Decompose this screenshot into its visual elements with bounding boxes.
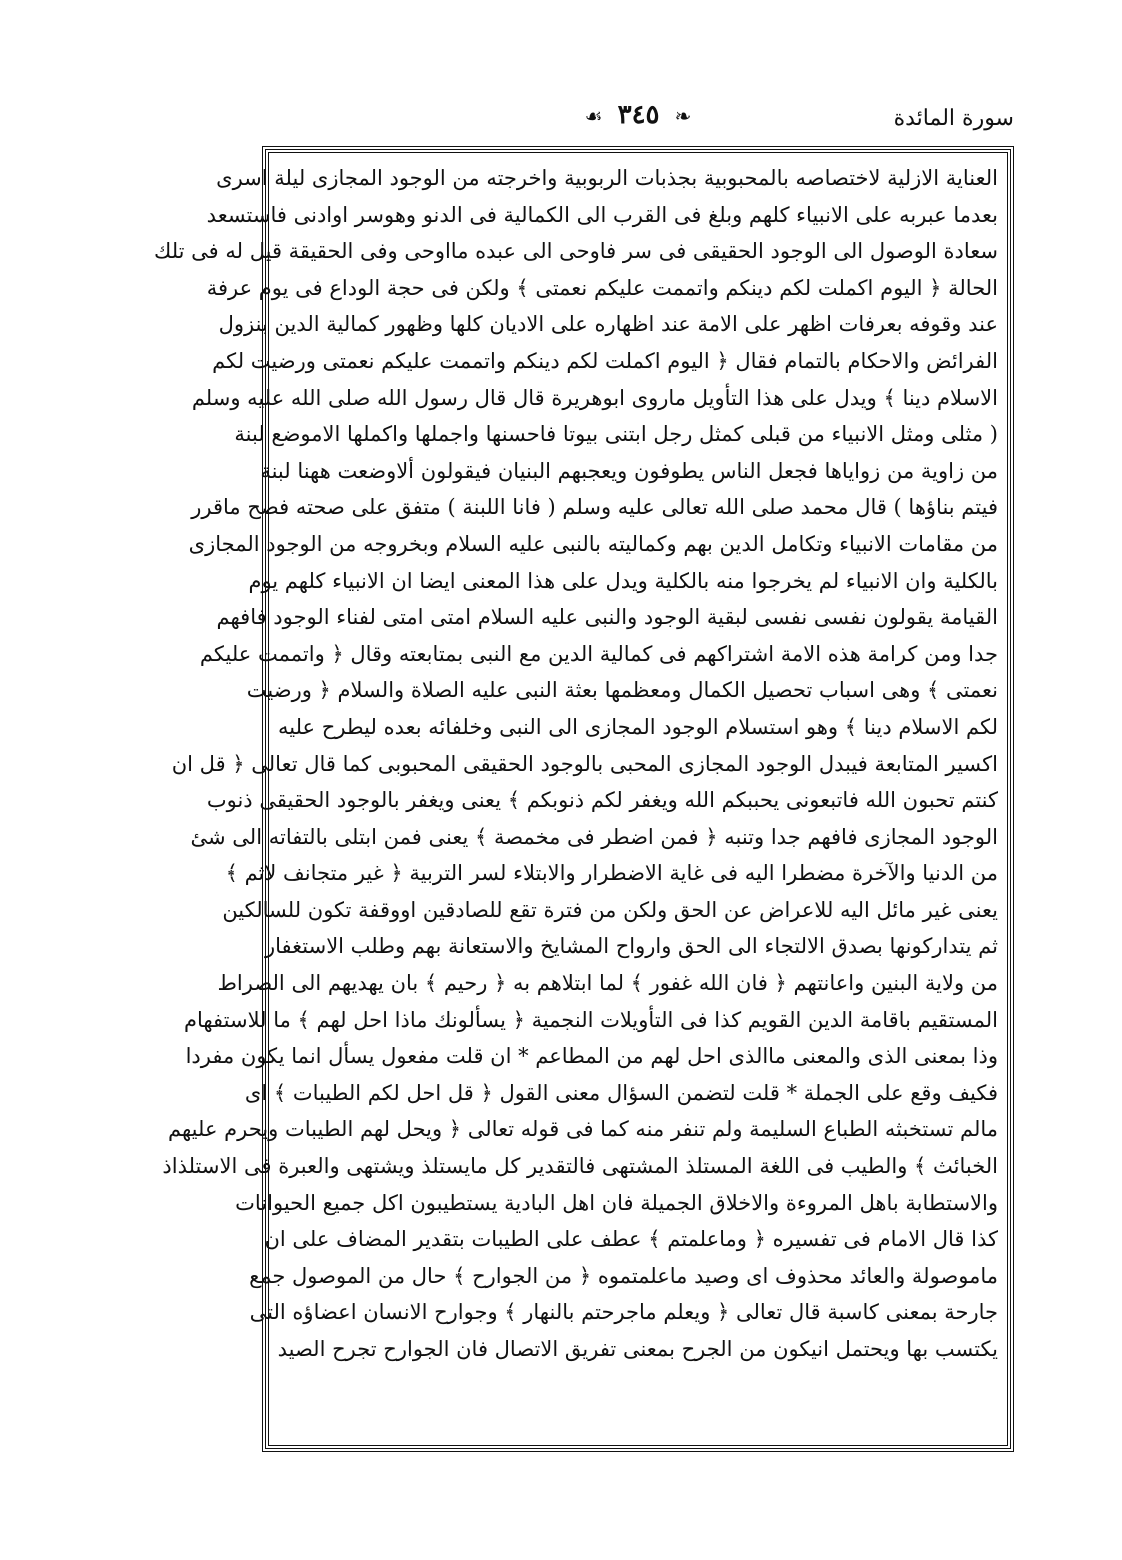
text-line: ماموصولة والعائد محذوف اى وصيد ماعلمتموه ﴿ من الجوارح ﴾ حال من الموصول جمع: [249, 1263, 998, 1288]
surah-title: سورة المائدة: [893, 106, 1014, 131]
text-line: وذا بمعنى الذى والمعنى ماالذى احل لهم من المطاعم * ان قلت مفعول يسأل انما يكون مفردا: [185, 1044, 998, 1069]
text-line: بالكلية وان الانبياء لم يخرجوا منه بالكلية ويدل على هذا المعنى ايضا ان الانبياء كلهم يوم: [248, 568, 998, 593]
text-line: مالم تستخبثه الطباع السليمة ولم تنفر منه كما فى قوله تعالى ﴿ ويحل لهم الطيبات ويحرم عليهم: [168, 1117, 998, 1142]
text-line: من زاوية من زواياها فجعل الناس يطوفون ويعجبهم البنيان فيقولون ألاوضعت ههنا لبنة: [260, 458, 998, 483]
text-line: كذا قال الامام فى تفسيره ﴿ وماعلمتم ﴾ عطف على الطيبات بتقدير المضاف على ان: [264, 1227, 998, 1252]
text-line: الحالة ﴿ اليوم اكملت لكم دينكم واتممت عليكم نعمتى ﴾ ولكن فى حجة الوداع فى يوم عرفة: [206, 275, 998, 300]
page-number-block: [262, 100, 1014, 130]
text-line: القيامة يقولون نفسى نفسى لبقية الوجود والنبى عليه السلام امتى امتى لفناء الوجود فافهم: [216, 605, 998, 630]
text-line: المستقيم باقامة الدين القويم كذا فى التأويلات النجمية ﴿ يسألونك ماذا احل لهم ﴾ ما للاستفهام: [183, 1007, 998, 1032]
text-line: من ولاية البنين واعانتهم ﴿ فان الله غفور ﴾ لما ابتلاهم به ﴿ رحيم ﴾ بان يهديهم الى الصراط: [217, 971, 998, 996]
text-line: فكيف وقع على الجملة * قلت لتضمن السؤال معنى القول ﴿ قل احل لكم الطيبات ﴾ اى: [244, 1080, 998, 1105]
text-line: يعنى غير مائل اليه للاعراض عن الحق ولكن من فترة تقع للصادقين اووقفة تكون للسالكين: [222, 897, 998, 922]
text-line: يكتسب بها ويحتمل انيكون من الجرح بمعنى تفريق الاتصال فان الجوارح تجرح الصيد: [277, 1337, 998, 1361]
text-line: من الدنيا والآخرة مضطرا اليه فى غاية الاضطرار والابتلاء لسر التربية ﴿ غير متجانف لاثم ﴾: [225, 861, 998, 886]
text-line: جارحة بمعنى كاسبة قال تعالى ﴿ ويعلم ماجرحتم بالنهار ﴾ وجوارح الانسان اعضاؤه التى: [249, 1300, 998, 1325]
text-line: اكسير المتابعة فيبدل الوجود المجازى المحبى بالوجود الحقيقى المحبوبى كما قال تعالى ﴿ قل ان: [171, 751, 998, 776]
page-header: [262, 100, 1014, 140]
text-line: الفرائض والاحكام بالتمام فقال ﴿ اليوم اكملت لكم دينكم واتممت عليكم نعمتى ورضيت لكم: [212, 348, 998, 373]
text-line: الوجود المجازى فافهم جدا وتنبه ﴿ فمن اضطر فى مخمصة ﴾ يعنى فمن ابتلى بالتفاته الى شئ: [190, 824, 998, 849]
page-number: ٣٤٥: [617, 100, 660, 130]
body-text: [154, 160, 998, 1368]
text-line: بعدما عبربه على الانبياء كلهم وبلغ فى القرب الى الكمالية فى الدنو وهوسر اوادنى فاستسعد: [206, 202, 998, 227]
text-line: ثم يتداركونها بصدق الالتجاء الى الحق وارواح المشايخ والاستعانة بهم وطلب الاستغفار: [264, 934, 998, 959]
text-line: سعادة الوصول الى الوجود الحقيقى فى سر فاوحى الى عبده مااوحى وفى الحقيقة قيل له فى تلك: [154, 239, 998, 264]
text-line: والاستطابة باهل المروءة والاخلاق الجميلة فان اهل البادية يستطيبون اكل جميع الحيوانات: [235, 1190, 998, 1215]
text-line: الخبائث ﴾ والطيب فى اللغة المستلذ المشتهى فالتقدير كل مايستلذ ويشتهى والعبرة فى الاستلذاذ: [162, 1154, 998, 1179]
text-frame: [154, 146, 1014, 1452]
text-line: ( مثلى ومثل الانبياء من قبلى كمثل رجل ابتنى بيوتا فاحسنها واجملها واكملها الاموضع لبنة: [234, 422, 998, 447]
ornament-right-icon: ☙: [584, 104, 603, 128]
text-line: كنتم تحبون الله فاتبعونى يحببكم الله ويغفر لكم ذنوبكم ﴾ يعنى ويغفر بالوجود الحقيقى ذنوب: [206, 788, 998, 813]
text-line: نعمتى ﴾ وهى اسباب تحصيل الكمال ومعظمها بعثة النبى عليه الصلاة والسلام ﴿ ورضيت: [246, 678, 998, 703]
text-line: لكم الاسلام دينا ﴾ وهو استسلام الوجود المجازى الى النبى وخلفائه بعده ليطرح عليه: [278, 714, 998, 739]
text-line: عند وقوفه بعرفات اظهر على الامة عند اظهاره على الاديان كلها وظهور كمالية الدين بنزول: [218, 312, 998, 337]
text-line: العناية الازلية لاختصاصه بالمحبوبية بجذبات الربوبية واخرجته من الوجود المجازى ليلة اسرى: [216, 166, 998, 190]
ornament-left-icon: ❧: [674, 104, 692, 128]
text-line: فيتم بناؤها ) قال محمد صلى الله تعالى عليه وسلم ( فانا اللبنة ) متفق على صحته فصح ماقرر: [191, 495, 998, 520]
text-line: الاسلام دينا ﴾ ويدل على هذا التأويل ماروى ابوهريرة قال قال رسول الله صلى الله عليه وسلم: [191, 385, 998, 410]
text-line: جدا ومن كرامة هذه الامة اشتراكهم فى كمالية الدين مع النبى بمتابعته وقال ﴿ واتممت عليكم: [199, 641, 998, 666]
text-line: من مقامات الانبياء وتكامل الدين بهم وكماليته بالنبى عليه السلام وبخروجه من الوجود المجازى: [188, 531, 998, 556]
